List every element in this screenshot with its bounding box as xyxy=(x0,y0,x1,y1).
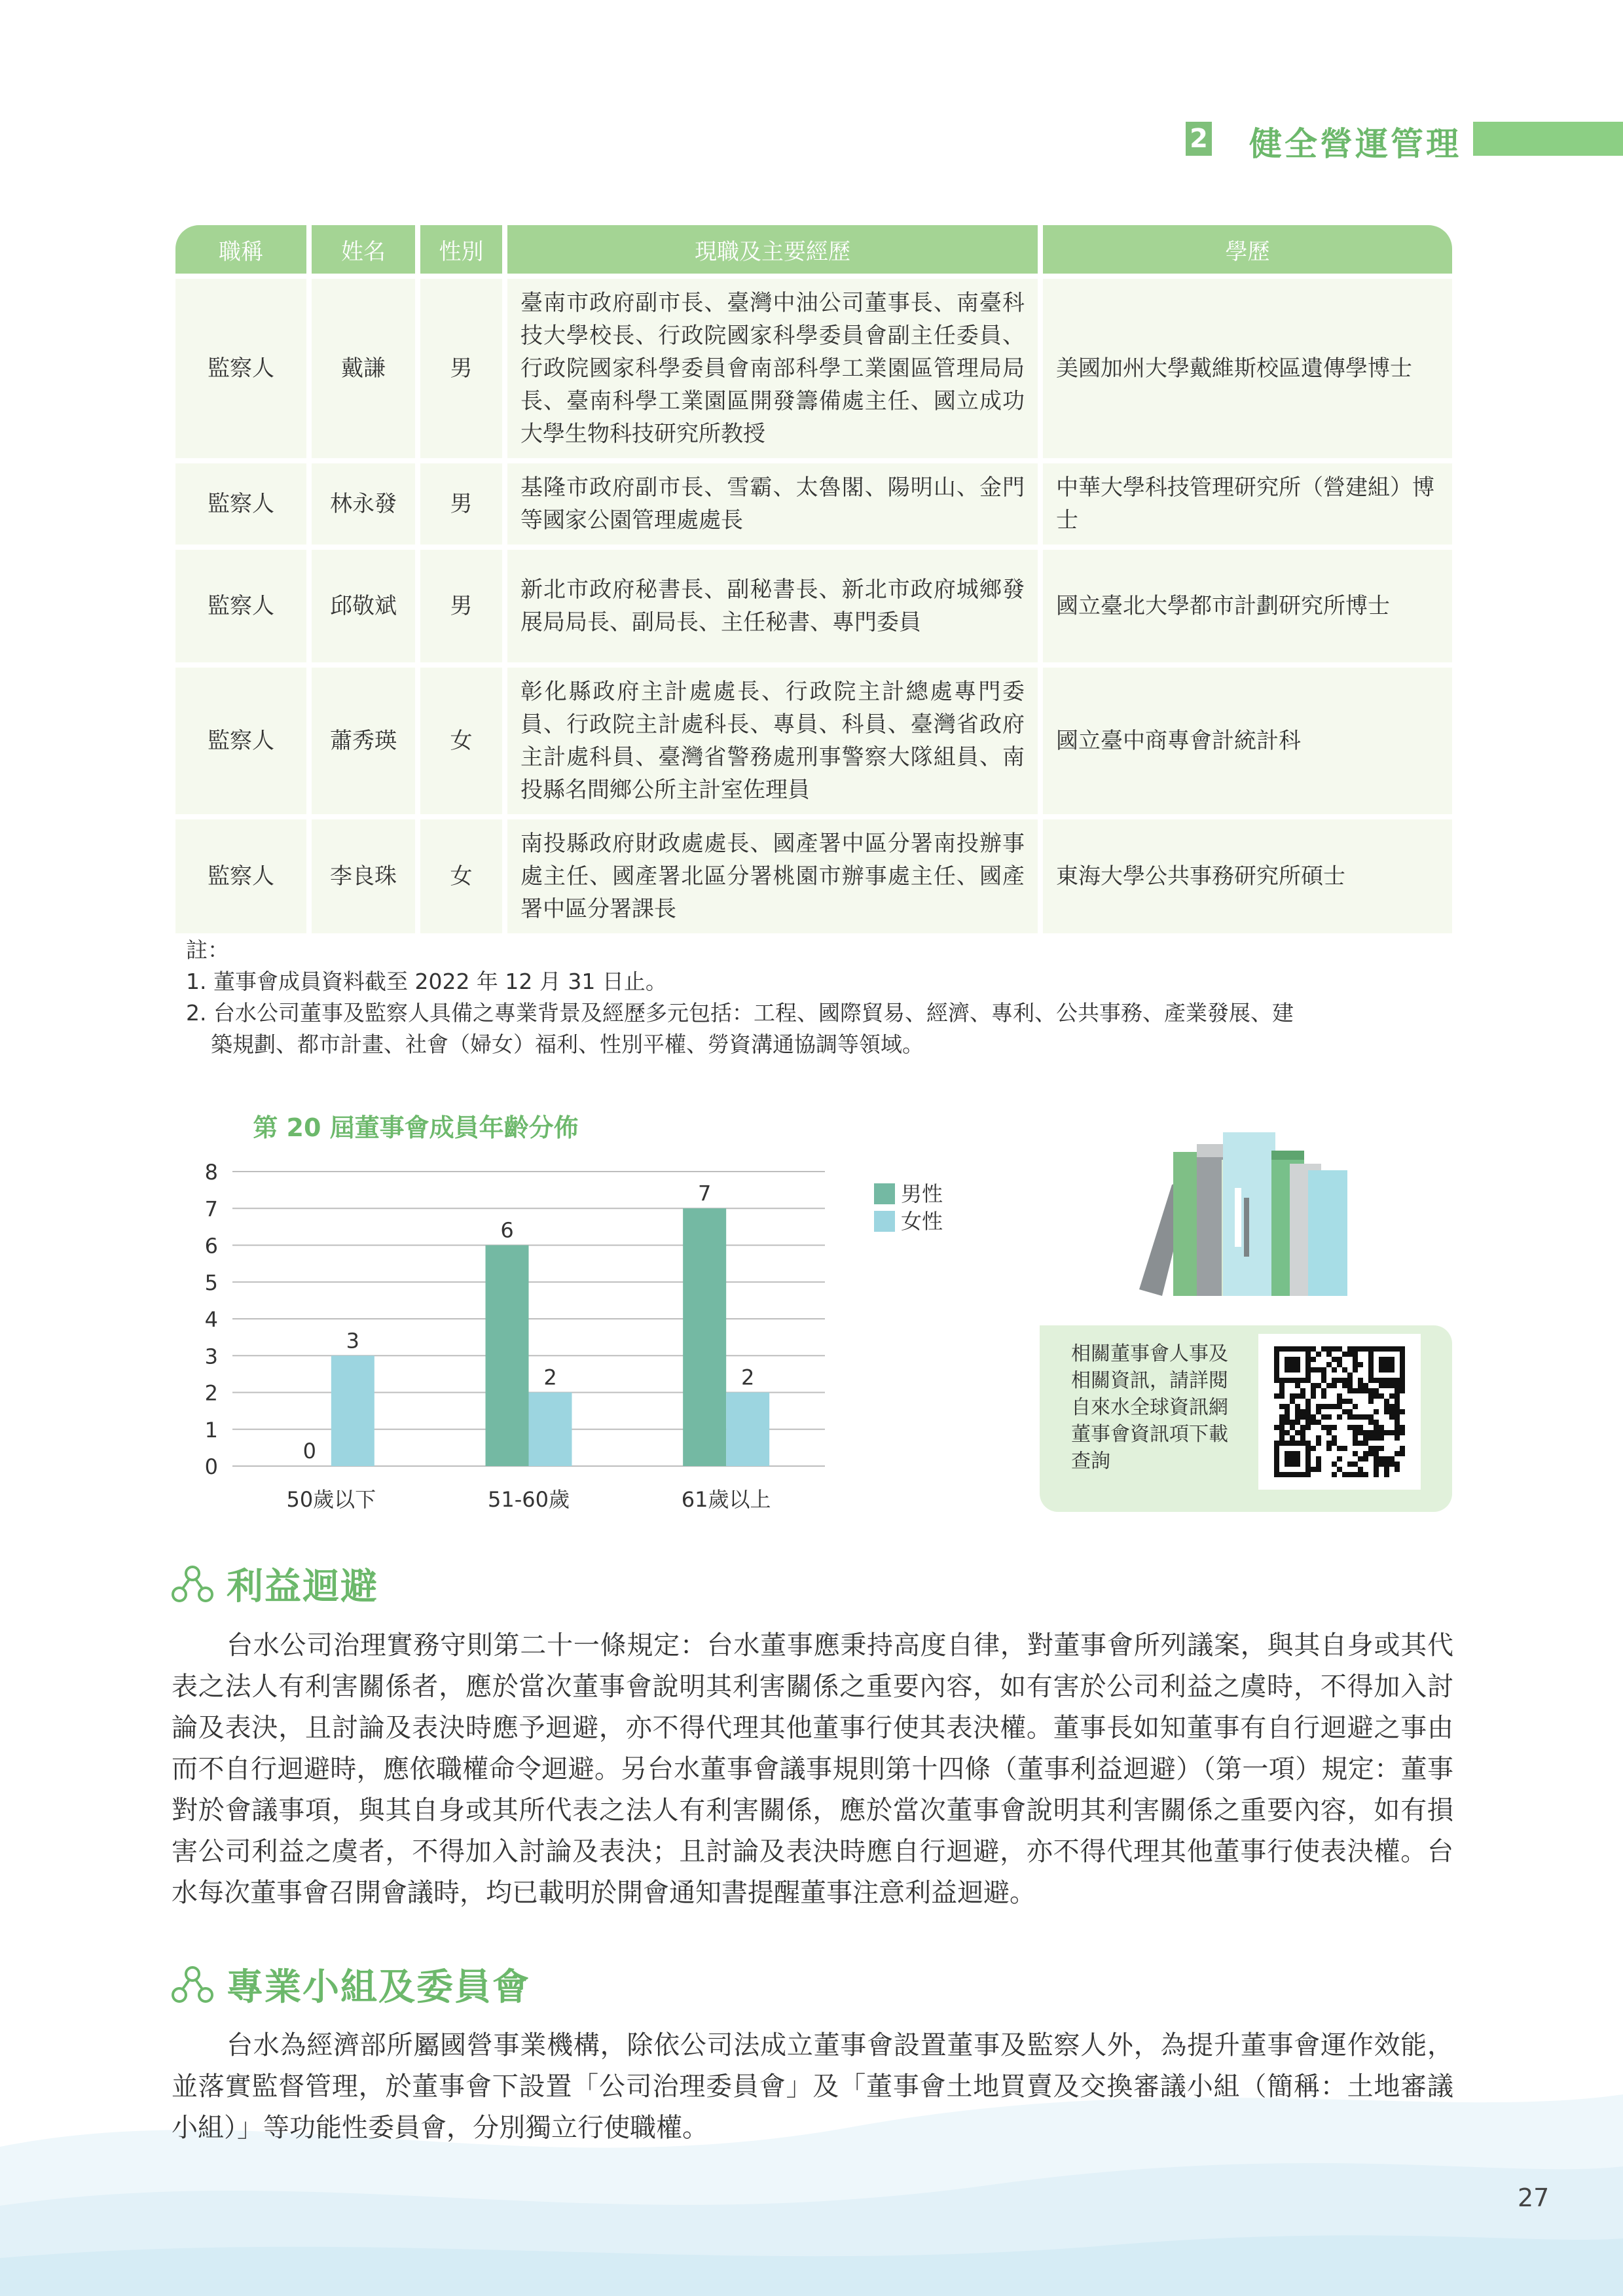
y-tick-label: 3 xyxy=(204,1344,218,1369)
legend-swatch xyxy=(874,1211,895,1232)
cell-name: 蕭秀瑛 xyxy=(312,668,415,814)
chart-x-axis xyxy=(286,1487,771,1512)
chart-title: 第 20 屆董事會成員年齡分佈 xyxy=(253,1113,579,1142)
col-header-education: 學歷 xyxy=(1043,225,1452,274)
cell-title: 監察人 xyxy=(175,463,306,545)
cell-gender: 男 xyxy=(420,279,502,458)
table-row xyxy=(175,463,1452,545)
header-accent-bar xyxy=(1473,122,1623,156)
table-row xyxy=(175,819,1452,933)
qr-code-icon xyxy=(1258,1334,1421,1490)
table-row xyxy=(175,550,1452,662)
table-row xyxy=(175,279,1452,458)
bar-female xyxy=(331,1355,374,1466)
y-tick-label: 7 xyxy=(204,1196,218,1222)
cell-name: 邱敬斌 xyxy=(312,550,415,662)
legend-swatch xyxy=(874,1183,895,1204)
cell-education: 國立臺中商專會計統計科 xyxy=(1043,668,1452,814)
cell-experience: 彰化縣政府主計處處長、行政院主計總處專門委員、行政院主計處科長、專員、科員、臺灣省政府主計處科員、臺灣省警務處刑事警察大隊組員、南投縣名間鄉公所主計室佐理員 xyxy=(507,668,1038,814)
cell-name: 李良珠 xyxy=(312,819,415,933)
supervisors-table xyxy=(170,220,1457,939)
cell-experience: 基隆市政府副市長、雪霸、太魯閣、陽明山、金門等國家公園管理處處長 xyxy=(507,463,1038,545)
note-item-2: 2. 台水公司董事及監察人具備之專業背景及經歷多元包括：工程、國際貿易、經濟、專利、公共事務、產業發展、建 xyxy=(186,1000,1294,1026)
section-heading-conflict-of-interest xyxy=(172,1558,378,1610)
molecule-icon xyxy=(172,1965,213,2004)
y-tick-label: 0 xyxy=(204,1454,218,1479)
col-header-experience: 現職及主要經歷 xyxy=(507,225,1038,274)
section-heading-committees xyxy=(172,1958,530,2011)
data-label: 2 xyxy=(543,1365,557,1390)
table-row xyxy=(175,668,1452,814)
y-tick-label: 6 xyxy=(204,1233,218,1259)
x-tick-label: 50歲以下 xyxy=(286,1487,376,1512)
bar-female xyxy=(726,1393,769,1467)
col-header-gender: 性別 xyxy=(420,225,502,274)
y-tick-label: 1 xyxy=(204,1417,218,1443)
chart-bars xyxy=(331,1208,769,1466)
y-tick-label: 8 xyxy=(204,1160,218,1185)
notes-label: 註： xyxy=(186,937,229,963)
y-tick-label: 2 xyxy=(204,1380,218,1406)
chapter-number: 2 xyxy=(1186,122,1212,156)
bar-male xyxy=(683,1208,726,1466)
data-label: 6 xyxy=(500,1217,514,1243)
section-title: 專業小組及委員會 xyxy=(227,1966,530,2009)
page-number: 27 xyxy=(1518,2183,1550,2212)
x-tick-label: 51-60歲 xyxy=(488,1487,570,1512)
qr-modules xyxy=(1274,1346,1405,1477)
section-body-committees: 台水為經濟部所屬國營事業機構，除依公司法成立董事會設置董事及監察人外，為提升董事會運作效能，並落實監督管理，於董事會下設置「公司治理委員會」及「董事會土地買賣及交換審議小組（簡稱：土地審議小組）」等功能性委員會，分別獨立行使職權。 xyxy=(172,2030,1453,2143)
cell-title: 監察人 xyxy=(175,668,306,814)
cell-gender: 男 xyxy=(420,550,502,662)
cell-experience: 臺南市政府副市長、臺灣中油公司董事長、南臺科技大學校長、行政院國家科學委員會副主任委員、行政院國家科學委員會南部科學工業園區管理局局長、臺南科學工業園區開發籌備處主任、國立成功大學生物科技研究所教授 xyxy=(507,279,1038,458)
books-illustration xyxy=(1100,1126,1401,1316)
note-item-1: 1. 董事會成員資料截至 2022 年 12 月 31 日止。 xyxy=(186,969,667,994)
table-header-row xyxy=(175,225,1452,274)
section-body-conflict-of-interest: 台水公司治理實務守則第二十一條規定：台水董事應秉持高度自律，對董事會所列議案，與其自身或其代表之法人有利害關係者，應於當次董事會說明其利害關係之重要內容，如有害於公司利益之虞時，不得加入討論及表決，且討論及表決時應予迴避，亦不得代理其他董事行使其表決權。董事長如知董事有自行迴避之事由而不自行迴避時，應依職權命令迴避。另台水董事會議事規則第十四條（董事利益迴避）（第一項）規定：董事對於會議事項，與其自身或其所代表之法人有利害關係，應於當次董事會說明其利害關係之重要內容，如有損害公司利益之虞者，不得加入討論及表決；且討論及表決時應自行迴避，亦不得代理其他董事行使表決權。台水每次董事會召開會議時，均已載明於開會通知書提醒董事注意利益迴避。 xyxy=(172,1630,1453,1908)
chart-y-axis xyxy=(205,1160,218,1479)
cell-gender: 女 xyxy=(420,819,502,933)
cell-education: 國立臺北大學都市計劃研究所博士 xyxy=(1043,550,1452,662)
cell-name: 戴謙 xyxy=(312,279,415,458)
cell-education: 中華大學科技管理研究所（營建組）博士 xyxy=(1043,463,1452,545)
cell-gender: 女 xyxy=(420,668,502,814)
books-icon xyxy=(1139,1132,1347,1296)
chart-legend xyxy=(874,1181,943,1234)
qr-info-text: 相關董事會人事及相關資訊，請詳閱自來水全球資訊網董事會資訊項下載查詢 xyxy=(1071,1342,1228,1473)
bar-male xyxy=(486,1246,529,1467)
cell-gender: 男 xyxy=(420,463,502,545)
x-tick-label: 61歲以上 xyxy=(681,1487,771,1512)
cell-title: 監察人 xyxy=(175,550,306,662)
chapter-title: 健全營運管理 xyxy=(1249,125,1461,163)
col-header-name: 姓名 xyxy=(312,225,415,274)
bar-female xyxy=(529,1393,572,1467)
cell-title: 監察人 xyxy=(175,819,306,933)
age-distribution-chart xyxy=(190,1106,976,1525)
note-item-2-cont: 築規劃、都市計畫、社會（婦女）福利、性別平權、勞資溝通協調等領域。 xyxy=(211,1031,924,1057)
cell-education: 美國加州大學戴維斯校區遺傳學博士 xyxy=(1043,279,1452,458)
col-header-title: 職稱 xyxy=(175,225,306,274)
cell-experience: 南投縣政府財政處處長、國產署中區分署南投辦事處主任、國產署北區分署桃園市辦事處主任、國產署中區分署課長 xyxy=(507,819,1038,933)
legend-label: 女性 xyxy=(901,1209,943,1234)
data-label: 7 xyxy=(697,1181,712,1206)
qr-code[interactable] xyxy=(1258,1334,1421,1490)
cell-experience: 新北市政府秘書長、副秘書長、新北市政府城鄉發展局局長、副局長、主任秘書、專門委員 xyxy=(507,550,1038,662)
section-title: 利益迴避 xyxy=(227,1566,378,1608)
y-tick-label: 4 xyxy=(204,1307,218,1332)
legend-label: 男性 xyxy=(901,1181,943,1206)
data-label: 2 xyxy=(740,1365,755,1390)
data-label: 0 xyxy=(302,1439,317,1463)
molecule-icon xyxy=(172,1564,213,1604)
y-tick-label: 5 xyxy=(204,1270,218,1295)
cell-education: 東海大學公共事務研究所碩士 xyxy=(1043,819,1452,933)
data-label: 3 xyxy=(346,1328,360,1354)
cell-name: 林永發 xyxy=(312,463,415,545)
cell-title: 監察人 xyxy=(175,279,306,458)
